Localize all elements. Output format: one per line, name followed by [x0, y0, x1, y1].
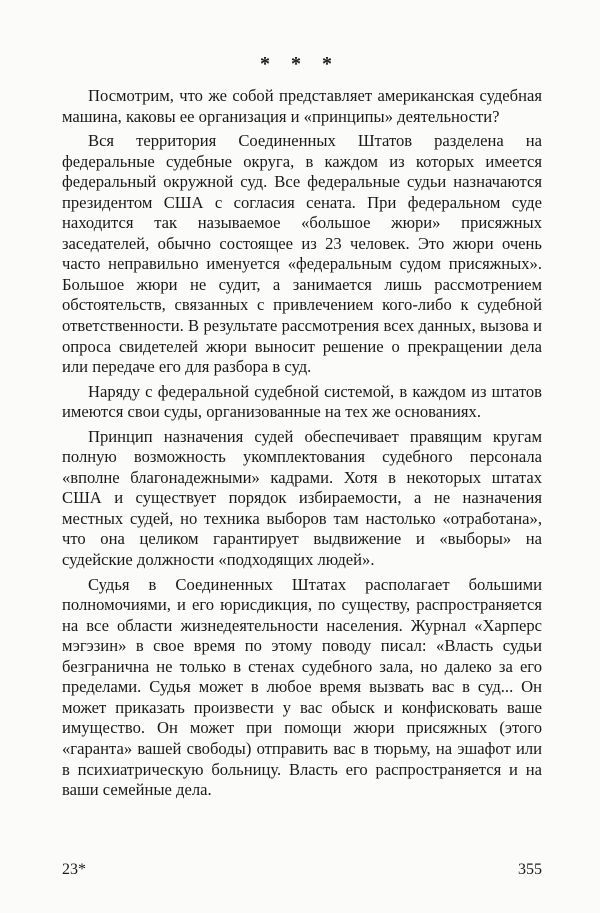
section-separator: * * *: [260, 53, 340, 75]
paragraph-3: Наряду с федеральной судебной системой, в каждом из штатов имеются свои суды, организованные на тех же основаниях.: [62, 381, 542, 422]
body-text: [62, 86, 542, 801]
paragraph-1: Посмотрим, что же собой представляет американская судебная машина, каковы ее организация и «принципы» деятельности?: [62, 86, 542, 126]
paragraph-2: Вся территория Соединенных Штатов разделена на федеральные судебные округа, в каждом из которых имеется федеральный окружной суд. Все федеральные судьи назначаются президентом США с согласия сената. При федеральном суде находится так называемое «большое жюри» присяжных заседателей, обычно состоящее из 23 человек. Это жюри очень часто неправильно именуется «федеральным судом присяжных». Большое жюри не судит, а занимается лишь рассмотрением обстоятельств, связанных с привлечением кого-либо к судебной ответственности. В результате рассмотрения всех данных, вызова и опроса свидетелей жюри выносит решение о прекращении дела или передаче его для разбора в суд.: [62, 131, 542, 377]
paragraph-5: Судья в Соединенных Штатах располагает большими полномочиями, и его юрисдикция, по существу, распространяется на все области жизнедеятельности населения. Журнал «Харперс мэгэзин» в свое время по этому поводу писал: «Власть судьи безгранична не только в стенах судебного зала, но далеко за его пределами. Судья может в любое время вызвать вас в суд... Он может приказать произвести у вас обыск и конфисковать ваше имущество. Он может при помощи жюри присяжных (этого «гаранта» вашей свободы) отправить вас в тюрьму, на эшафот или в психиатрическую больницу. Власть его распространяется и на ваши семейные дела.: [62, 574, 542, 800]
paragraph-4: Принцип назначения судей обеспечивает правящим кругам полную возможность укомплектования судебного персонала «вполне благонадежными» кадрами. Хотя в некоторых штатах США и существует порядок избираемости, а не назначения местных судей, но техника выборов там настолько «отработана», что она целиком гарантирует выдвижение и «выборы» на судейские должности «подходящих людей».: [62, 426, 542, 570]
signature-mark: 23*: [62, 861, 86, 878]
page-number: 355: [518, 861, 542, 878]
